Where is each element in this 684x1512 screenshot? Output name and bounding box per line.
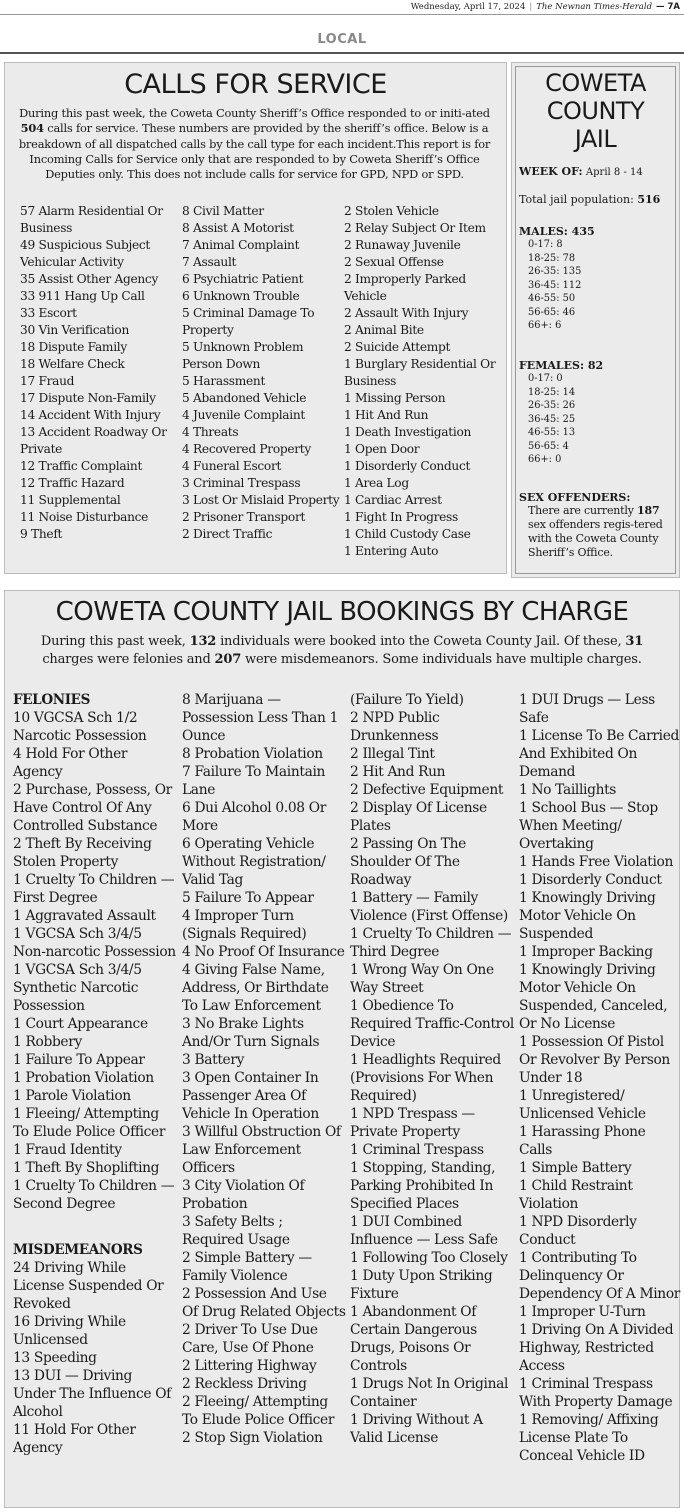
list-item: 1 Theft By Shoplifting [13,1160,160,1176]
bookings-intro-b: individuals were booked into the Coweta County Jail. Of these, [216,634,626,649]
list-item: 5 Unknown Problem Person Down [182,340,304,371]
list-item: 2 Passing On The Shoulder Of The Roadway [350,836,466,888]
sex-offenders-text [528,504,669,560]
list-item: 14 Accident With Injury [20,408,161,422]
sex-offenders-section [519,491,669,560]
week-label: WEEK OF: [519,165,583,178]
bookings-column-4 [519,691,681,1465]
list-item: 1 Court Appearance [13,1016,148,1032]
list-item: 2 Stolen Vehicle [344,204,439,218]
list-item: 6 Psychiatric Patient [182,272,304,286]
felonies-heading: FELONIES [13,692,91,708]
list-item: 1 Unregistered/ Unlicensed Vehicle [519,1088,646,1122]
list-item: 18 Welfare Check [20,357,125,371]
bookings-intro [27,633,657,669]
list-item: 1 Aggravated Assault [13,908,156,924]
list-item: 2 Hit And Run [350,764,446,780]
list-item: 2 Illegal Tint [350,746,435,762]
list-item: 6 Unknown Trouble [182,289,300,303]
jail-bookings-box [4,590,680,1508]
list-item: 7 Failure To Maintain Lane [182,764,326,798]
paper-name: The Newnan Times-Herald [536,1,653,12]
list-item: 1 Disorderly Conduct [344,459,471,473]
list-item: 8 Civil Matter [182,204,264,218]
list-item: 1 DUI Combined Influence — Less Safe [350,1214,498,1248]
list-item: 1 Criminal Trespass With Property Damage [519,1376,673,1410]
list-item: 7 Animal Complaint [182,238,300,252]
list-item: 18-25: 14 [528,386,576,398]
list-item: 36-45: 25 [528,413,576,425]
list-item: 8 Probation Violation [182,746,323,762]
felonies-list [13,709,177,1213]
issue-date: Wednesday, April 17, 2024 [410,1,526,12]
section-label: LOCAL [317,32,367,47]
calls-for-service-box [4,62,507,574]
list-item: 2 Sexual Offense [344,255,444,269]
list-item: 1 Disorderly Conduct [519,872,662,888]
list-item: 1 Knowingly Driving Motor Vehicle On Suspended, Canceled, Or No License [519,962,668,1032]
list-item: 3 No Brake Lights And/Or Turn Signals [182,1016,320,1050]
page-number: — 7A [656,1,680,12]
list-item: 1 Drugs Not In Original Container [350,1376,509,1410]
list-item: 46-55: 13 [528,427,576,438]
calls-column-2 [182,203,342,543]
list-item: 2 Littering Highway [182,1358,317,1374]
list-item: 1 Cruelty To Children — Third Degree [350,926,512,960]
list-item: 66+: 6 [528,320,562,331]
list-item: 1 Improper Backing [519,944,653,960]
list-item: 1 Robbery [13,1034,82,1050]
list-item: 1 Stopping, Standing, Parking Prohibited In Specified Places [350,1160,496,1212]
total-value: 516 [637,193,661,206]
list-item: 1 VGCSA Sch 3/4/5 Synthetic Narcotic Possession [13,962,142,1014]
list-item: 36-45: 112 [528,279,582,291]
list-item: 2 Possession And Use Of Drug Related Objects [182,1286,346,1320]
total-population [519,193,660,206]
list-item: 7 Assault [182,255,237,269]
list-item: 4 Funeral Escort [182,459,282,473]
list-item: 1 Improper U-Turn [519,1304,646,1320]
bookings-intro-a: During this past week, [40,634,190,649]
list-item: 10 VGCSA Sch 1/2 Narcotic Possession [13,710,147,744]
list-item: 1 Duty Upon Striking Fixture [350,1268,493,1302]
list-item: 16 Driving While Unlicensed [13,1314,126,1348]
list-item: 66+: 0 [528,454,562,465]
list-item: 1 Fraud Identity [13,1142,122,1158]
list-item: 1 Missing Person [344,391,446,405]
females-section [519,359,603,467]
list-item: 12 Traffic Complaint [20,459,143,473]
list-item: 8 Marijuana — Possession Less Than 1 Ounce [182,692,339,744]
list-item: 1 Headlights Required (Provisions For When Required) [350,1052,501,1104]
bookings-column-2 [182,691,346,1447]
list-item: 5 Criminal Damage To Property [182,306,315,337]
list-item: 2 Prisoner Transport [182,510,306,524]
sex-text-a: There are currently [528,504,638,517]
list-item: (Failure To Yield) [350,692,464,708]
list-item: 1 Parole Violation [13,1088,131,1104]
list-item: 17 Fraud [20,374,75,388]
list-item: 1 School Bus — Stop When Meeting/ Overtaking [519,800,658,852]
list-item: 1 Hands Free Violation [519,854,674,870]
calls-title: CALLS FOR SERVICE [124,69,387,100]
list-item: 6 Dui Alcohol 0.08 Or More [182,800,326,834]
list-item: 4 Improper Turn (Signals Required) [182,908,307,942]
sex-text-b: sex offenders regis-tered with the Coweta County Sheriff’s Office. [528,518,663,559]
list-item: 1 Harassing Phone Calls [519,1124,646,1158]
calls-intro [17,106,492,182]
list-item: 8 Assist A Motorist [182,221,294,235]
bookings-intro-d: were misdemeanors. Some individuals have multiple charges. [241,652,642,667]
bookings-column-1 [13,691,177,1457]
list-item: 1 Driving On A Divided Highway, Restricted Access [519,1322,674,1374]
sex-offender-count: 187 [637,504,660,517]
list-item: 1 Following Too Closely [350,1250,508,1266]
list-item: 2 Runaway Juvenile [344,238,461,252]
list-item: 18 Dispute Family [20,340,127,354]
list-item: 4 No Proof Of Insurance [182,944,345,960]
list-item: 2 Suicide Attempt [344,340,451,354]
list-item: 1 Child Restraint Violation [519,1178,633,1212]
jail-title-line: JAIL [574,125,617,153]
list-item: 1 Possession Of Pistol Or Revolver By Person Under 18 [519,1034,670,1086]
top-rule [0,14,684,15]
list-item: 2 Driver To Use Due Care, Use Of Phone [182,1322,318,1356]
list-item: 1 Obedience To Required Traffic-Control Device [350,998,514,1050]
list-item: 3 Lost Or Mislaid Property [182,493,340,507]
list-item: 3 Battery [182,1052,245,1068]
list-item: 12 Traffic Hazard [20,476,125,490]
coweta-county-jail-box [511,62,680,578]
list-item: 1 No Taillights [519,782,617,798]
list-item: 33 911 Hang Up Call [20,289,145,303]
list-item: 13 Accident Roadway Or Private [20,425,167,456]
list-item: 1 Battery — Family Violence (First Offense) [350,890,508,924]
list-item: 1 Entering Auto [344,544,439,558]
masthead [411,0,680,13]
list-item: 1 NPD Trespass — Private Property [350,1106,475,1140]
calls-intro-text-a: During this past week, the Coweta County Sheriff’s Office responded to or initi-ated [19,106,490,120]
list-item: 49 Suspicious Subject Vehicular Activity [20,238,150,269]
list-item: 11 Noise Disturbance [20,510,149,524]
list-item: 13 Speeding [13,1350,97,1366]
calls-total-count: 504 [20,121,44,136]
list-item: 4 Hold For Other Agency [13,746,128,780]
males-age-list [528,238,595,333]
males-label: MALES: 435 [519,225,595,238]
list-item: 1 Cardiac Arrest [344,493,442,507]
list-item: 4 Juvenile Complaint [182,408,306,422]
list-item: 1 Hit And Run [344,408,429,422]
list-item: 1 Death Investigation [344,425,472,439]
females-age-list [528,372,603,467]
list-item: 5 Harassment [182,374,266,388]
list-item: 17 Dispute Non-Family [20,391,156,405]
masthead-separator: | [529,1,533,12]
list-item: 56-65: 46 [528,306,576,318]
list-item: 1 Failure To Appear [13,1052,145,1068]
list-item: 5 Failure To Appear [182,890,314,906]
list-item: 2 Direct Traffic [182,527,273,541]
misdemeanors-list-1 [13,1259,177,1457]
total-label: Total jail population: [519,193,638,206]
list-item: 1 Simple Battery [519,1160,632,1176]
list-item: 1 Contributing To Delinquency Or Dependency Of A Minor [519,1250,681,1302]
week-of [519,165,643,178]
misdemeanor-count: 207 [214,652,242,667]
felony-count: 31 [625,634,644,649]
list-item: 1 NPD Disorderly Conduct [519,1214,637,1248]
calls-intro-text-b: calls for service. These numbers are provided by the sheriff’s office. Below is a breakdown of all dispatched calls by the call type for each incident.This report is for Incoming Calls for Service only that are responded to by Coweta Sheriff’s Office Deputies only. This does not include calls for service for GPD, NPD or SPD. [18,121,491,182]
sex-offenders-label: SEX OFFENDERS: [519,491,631,504]
list-item: 1 Fleeing/ Attempting To Elude Police Officer [13,1106,166,1140]
list-item: 3 City Violation Of Probation [182,1178,305,1212]
bookings-column-3 [350,691,514,1447]
list-item: 13 DUI — Driving Under The Influence Of Alcohol [13,1368,171,1420]
calls-column-1 [20,203,180,543]
females-label: FEMALES: 82 [519,359,604,372]
list-item: 3 Criminal Trespass [182,476,301,490]
list-item: 2 Theft By Receiving Stolen Property [13,836,152,870]
list-item: 1 Probation Violation [13,1070,154,1086]
list-item: 2 Reckless Driving [182,1376,307,1392]
list-item: 2 Simple Battery — Family Violence [182,1250,312,1284]
list-item: 2 Assault With Injury [344,306,469,320]
list-item: 1 Fight In Progress [344,510,458,524]
list-item: 2 Improperly Parked Vehicle [344,272,466,303]
list-item: 1 Open Door [344,442,420,456]
booked-count: 132 [189,634,217,649]
list-item: 11 Hold For Other Agency [13,1422,136,1456]
week-value: April 8 - 14 [585,167,643,178]
list-item: 1 Burglary Residential Or Business [344,357,496,388]
list-item: 57 Alarm Residential Or Business [20,204,163,235]
list-item: 1 Cruelty To Children — Second Degree [13,1178,175,1212]
list-item: 9 Theft [20,527,63,541]
list-item: 1 Cruelty To Children — First Degree [13,872,175,906]
list-item: 0-17: 0 [528,373,563,384]
section-rule [0,52,684,54]
list-item: 1 VGCSA Sch 3/4/5 Non-narcotic Possession [13,926,176,960]
list-item: 4 Giving False Name, Address, Or Birthdate To Law Enforcement [182,962,329,1014]
list-item: 2 NPD Public Drunkenness [350,710,440,744]
bookings-intro-c: charges were felonies and [42,652,215,667]
list-item: 35 Assist Other Agency [20,272,159,286]
list-item: 1 Wrong Way On One Way Street [350,962,494,996]
list-item: 33 Escort [20,306,77,320]
misdemeanors-heading: MISDEMEANORS [13,1242,143,1258]
list-item: 2 Stop Sign Violation [182,1430,323,1446]
list-item: 1 Removing/ Affixing License Plate To Conceal Vehicle ID [519,1412,659,1464]
list-item: 0-17: 8 [528,239,563,250]
jail-title-line: COWETA [545,69,646,97]
list-item: 26-35: 26 [528,400,576,411]
list-item: 11 Supplemental [20,493,121,507]
list-item: 4 Recovered Property [182,442,311,456]
list-item: 46-55: 50 [528,293,576,304]
list-item: 24 Driving While License Suspended Or Revoked [13,1260,164,1312]
list-item: 1 Abandonment Of Certain Dangerous Drugs, Poisons Or Controls [350,1304,477,1374]
list-item: 1 Child Custody Case [344,527,471,541]
list-item: 2 Animal Bite [344,323,424,337]
list-item: 1 License To Be Carried And Exhibited On Demand [519,728,679,780]
list-item: 56-65: 4 [528,440,569,452]
list-item: 2 Purchase, Possess, Or Have Control Of Any Controlled Substance [13,782,172,834]
list-item: 1 Knowingly Driving Motor Vehicle On Suspended [519,890,656,942]
list-item: 3 Willful Obstruction Of Law Enforcement Officers [182,1124,341,1176]
list-item: 3 Safety Belts ; Required Usage [182,1214,290,1248]
list-item: 1 Driving Without A Valid License [350,1412,483,1446]
list-item: 5 Abandoned Vehicle [182,391,307,405]
list-item: 1 DUI Drugs — Less Safe [519,692,655,726]
list-item: 30 Vin Verification [20,323,129,337]
jail-title-line: COUNTY [546,97,645,125]
list-item: 2 Fleeing/ Attempting To Elude Police Officer [182,1394,335,1428]
bookings-title: COWETA COUNTY JAIL BOOKINGS BY CHARGE [55,597,629,627]
list-item: 2 Relay Subject Or Item [344,221,486,235]
calls-column-3 [344,203,504,560]
list-item: 26-35: 135 [528,266,582,277]
list-item: 1 Criminal Trespass [350,1142,484,1158]
list-item: 3 Open Container In Passenger Area Of Vehicle In Operation [182,1070,319,1122]
list-item: 2 Defective Equipment [350,782,504,798]
males-section [519,225,595,333]
column-gap [13,1213,177,1241]
list-item: 1 Area Log [344,476,409,490]
list-item: 18-25: 78 [528,252,576,264]
list-item: 4 Threats [182,425,239,439]
list-item: 2 Display Of License Plates [350,800,487,834]
list-item: 6 Operating Vehicle Without Registration/ Valid Tag [182,836,326,888]
